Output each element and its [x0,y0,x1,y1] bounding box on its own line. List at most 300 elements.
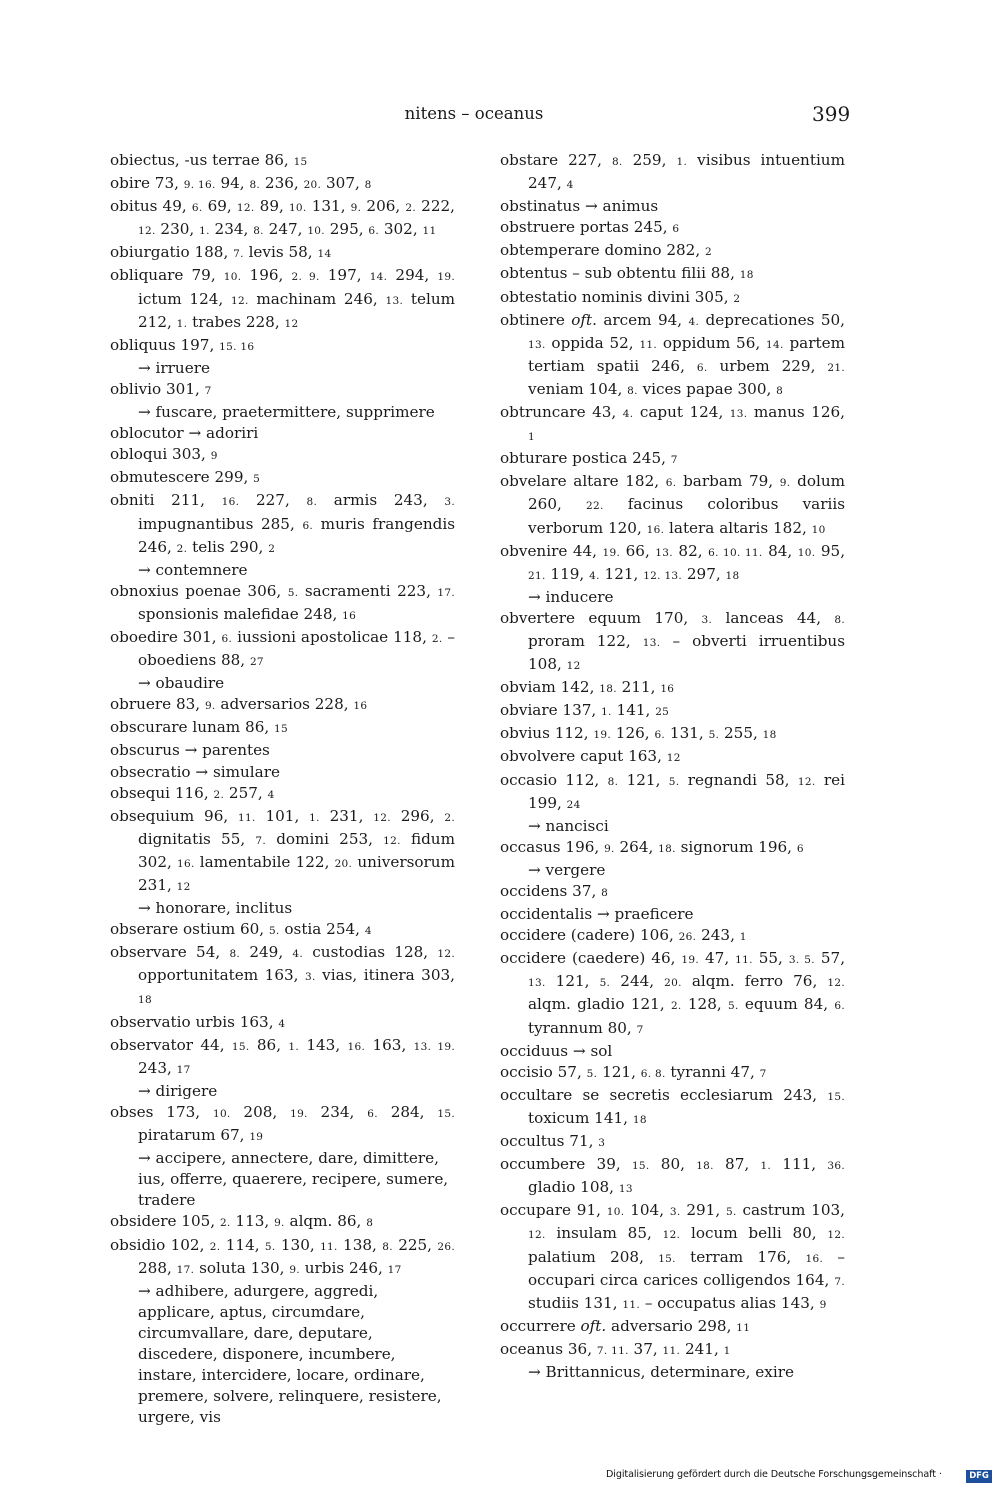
index-entry [110,379,455,402]
entry-text: partem tertiam spatii 246, [528,333,845,375]
index-entry [500,217,845,240]
entry-text: → vergere [528,860,606,879]
line-reference: 6. 10. 11. [708,546,763,559]
index-entry [500,150,845,196]
entry-text: vices papae 300, [637,379,777,398]
line-reference: 11 [422,225,437,238]
line-reference: 8. [382,1240,393,1253]
entry-text: 295, [324,220,369,239]
entry-text: 130, [275,1235,321,1254]
line-reference: 2. [176,542,188,555]
line-reference: 1. [176,317,188,330]
line-reference: 16. [347,1040,366,1053]
index-entry [110,1235,455,1281]
line-reference: 4 [267,788,275,801]
entry-text: 104, [624,1201,670,1220]
line-reference: 24 [566,798,581,811]
entry-text: 80, [649,1155,697,1174]
index-entry [110,762,455,783]
line-reference: 6. [368,225,380,238]
index-entry [500,1339,845,1362]
line-reference: 1 [739,931,747,944]
entry-text: 230, [155,220,200,239]
line-reference: 19. [593,729,611,742]
entry-text: 138, [337,1235,383,1254]
cross-reference [500,860,845,881]
line-reference: 2. [405,202,417,215]
entry-text: observator 44, [110,1035,232,1054]
entry-text: custodias 128, [303,943,438,962]
line-reference: 2. [444,811,455,824]
line-reference: 8. [607,775,619,788]
line-reference: 6 [796,842,804,855]
line-reference: 10. [606,1206,625,1219]
entry-text: studiis 131, [528,1293,623,1312]
entry-text: obtentus – sub obtentu filii 88, [500,264,740,283]
index-entry [500,240,845,263]
entry-text: 163, [365,1035,414,1054]
entry-text: 249, [240,943,293,962]
line-reference: 9 [819,1298,827,1311]
entry-text: terram 176, [675,1247,806,1266]
entry-text: veniam 104, [528,379,628,398]
line-reference: 10. [307,225,325,238]
index-entry [500,1316,845,1339]
entry-text: dolum 260, [528,472,846,514]
left-column [110,150,455,1428]
entry-text: deprecationes 50, [699,310,845,329]
index-entry [500,948,845,1040]
entry-text: 141, [611,701,656,720]
index-entry [110,242,455,265]
line-reference: 8 [601,887,609,899]
line-reference: 6. [191,202,203,215]
index-entry [110,150,455,173]
line-reference: 2. 9. [291,271,320,284]
entry-text: obvius 112, [500,724,594,743]
entry-text: 206, [361,197,406,216]
index-entry [500,770,845,816]
entry-text: arcem 94, [596,310,689,329]
entry-text: 307, [321,174,365,193]
line-reference: 7. [255,834,267,847]
line-reference: 1 [723,1344,731,1357]
index-entry [500,677,845,700]
entry-text: occidentalis → praeficere [500,905,694,924]
line-reference: 11. [639,338,658,351]
entry-text: obsequium 96, [110,806,239,825]
line-reference: 16 [660,683,675,696]
line-reference: 12. [827,977,845,990]
line-reference: 4. [688,315,700,328]
entry-text: 264, [614,837,659,856]
entry-text: 143, [299,1035,348,1054]
entry-text: – oboediens 88, [138,627,456,670]
line-reference: 2. [219,1217,231,1230]
entry-text: occisio 57, [500,1062,587,1081]
line-reference: 3. [701,613,713,626]
line-reference: 17. [176,1263,195,1276]
entry-text: obnoxius poenae 306, [110,581,288,600]
index-entry [110,490,455,559]
line-reference: 9. [350,202,362,215]
page-header [0,104,1000,128]
index-entry [110,444,455,467]
cross-reference [500,587,845,608]
entry-text: 225, [392,1235,438,1254]
line-reference: 15. [658,1252,676,1265]
line-reference: 8. [611,156,623,168]
entry-text: toxicum 141, [528,1108,633,1127]
entry-text: obruere 83, [110,695,205,714]
index-entry [500,904,845,925]
entry-text: 121, [597,1062,641,1081]
line-reference: 4. [589,569,600,582]
entry-text: 243, [138,1058,177,1077]
line-reference: 9. [289,1263,300,1276]
line-reference: 18 [632,1113,647,1126]
line-reference: 9. [274,1217,285,1230]
index-entry [500,1062,845,1085]
line-reference: 12 [176,881,191,893]
line-reference: 7. 11. [596,1344,629,1357]
entry-text: 208, [230,1102,291,1121]
index-entry [110,694,455,717]
entry-text: tyranni 47, [665,1062,760,1081]
line-reference: 19. [681,954,700,967]
entry-text: telis 290, [187,537,269,556]
entry-text: occupare 91, [500,1201,607,1220]
entry-text: → irruere [138,358,210,377]
line-reference: 5. [725,1206,737,1219]
line-reference: 13. [729,408,748,421]
entry-text: 231, [319,806,374,825]
cross-reference [500,816,845,837]
entry-text: 302, [379,220,423,239]
entry-text: proram 122, [528,631,643,650]
entry-text: urbem 229, [707,356,828,375]
line-reference: 2. [670,1000,682,1013]
entry-text: → inducere [528,587,614,606]
entry-text: 113, [230,1212,275,1231]
line-reference: 13. [528,977,546,990]
entry-text: 66, [620,541,656,560]
entry-text: 121, [545,972,600,991]
line-reference: 12. [383,834,401,847]
line-reference: 4 [566,179,574,192]
entry-text: 294, [387,266,438,285]
line-reference: 8. [834,613,845,626]
cross-reference [110,673,455,694]
index-entry [110,1035,455,1081]
index-entry [110,265,455,334]
line-reference: 5. [708,729,720,742]
index-entry [110,1211,455,1234]
line-reference: 1. [309,811,320,824]
entry-text: obniti 211, [110,491,222,510]
entry-text: – obverti irruentibus 108, [528,631,845,674]
entry-text: urbis 246, [299,1258,388,1277]
entry-text: obitus 49, [110,197,192,216]
line-reference: 2 [733,292,741,305]
line-reference: 3. [444,496,455,509]
entry-text: sacramenti 223, [298,581,438,600]
entry-text: oppidum 56, [657,333,767,352]
line-reference: 18 [138,994,152,1007]
entry-text: 257, [224,783,268,802]
entry-text: levis 58, [243,243,318,262]
entry-text: 244, [610,972,665,991]
index-entry [500,881,845,904]
entry-text: 296, [390,806,445,825]
line-reference: 13. 19. [413,1040,455,1053]
index-entry [500,723,845,746]
entry-text: oboedire 301, [110,627,222,646]
line-reference: 18. [599,683,617,696]
line-reference: 21. [528,569,546,582]
line-reference: 12 [284,317,299,330]
entry-text: 197, [319,266,370,285]
line-reference: 16. [805,1252,824,1265]
line-reference: 12 [666,752,681,765]
line-reference: 5. [268,925,280,938]
index-entry [110,783,455,806]
entry-text: oblivio 301, [110,379,205,398]
cross-reference [110,1148,455,1211]
line-reference: 14. [369,271,388,284]
line-reference: 5. [264,1240,276,1253]
index-entry [500,1085,845,1131]
entry-text: → contemnere [138,560,248,579]
line-reference: 9. 16. [183,179,216,192]
entry-text: → honorare, inclitus [138,899,293,918]
line-reference: 13 [618,1183,633,1196]
entry-text: 227, [239,491,307,510]
line-reference: 4 [364,925,372,938]
line-reference: 3 [598,1137,606,1150]
right-column [500,150,845,1383]
entry-text: occultus 71, [500,1132,599,1151]
line-reference: 7 [636,1023,644,1036]
entry-text: caput 124, [633,403,730,422]
entry-text: 121, [618,770,669,789]
line-reference: 14. [766,338,784,351]
entry-text: alqm. 86, [284,1212,367,1231]
entry-text: occurrere [500,1316,581,1335]
line-reference: 12. [236,202,255,215]
line-reference: 12. [138,225,156,238]
entry-text: oblocutor → adoriri [110,424,259,443]
entry-text: obstruere portas 245, [500,218,673,237]
index-entry [110,806,455,898]
index-entry [110,335,455,358]
line-reference: 6. 8. [640,1067,666,1080]
entry-text: obtestatio nominis divini 305, [500,287,734,306]
entry-text: 126, [610,724,655,743]
line-reference: 9. [204,700,216,713]
entry-text: obscurare lunam 86, [110,718,275,737]
line-reference: 6. [302,519,314,532]
line-reference: 15 [274,723,288,736]
line-reference: 10 [811,523,826,536]
entry-text: tyrannum 80, [528,1018,637,1037]
line-reference: 12 [566,660,581,673]
line-reference: 1. [199,225,210,238]
line-reference: 17. [437,586,455,599]
entry-text: obses 173, [110,1102,213,1121]
line-reference: 11 [736,1321,751,1334]
entry-text: iussioni apostolicae 118, [232,627,432,646]
entry-text: → accipere, annectere, dare, dimittere, ius, offerre, quaerere, recipere, sumere, tradere [138,1149,449,1210]
entry-text: universorum 231, [138,852,455,894]
entry-text: insulam 85, [545,1224,663,1243]
index-entry [500,541,845,587]
line-reference: 16 [342,609,357,622]
entry-text: 131, [665,724,709,743]
line-reference: 19 [249,1131,264,1144]
entry-text: occidere (caedere) 46, [500,949,682,968]
entry-text: manus 126, [747,403,845,422]
entry-text: 128, [681,995,728,1014]
line-reference: 8 [366,1217,374,1230]
entry-text: 86, [249,1035,289,1054]
line-reference: 20. [664,977,682,990]
line-reference: 16 [353,700,368,713]
line-reference: 18. [696,1160,714,1173]
line-reference: 8. [627,384,638,397]
line-reference: 9. [779,477,791,490]
line-reference: 4. [292,948,304,961]
line-reference: 3. 5. [788,954,815,967]
line-reference: 11. [238,811,256,824]
line-reference: 17 [176,1063,191,1076]
entry-text: lamentabile 122, [194,852,335,871]
entry-text: obserare ostium 60, [110,920,269,939]
entry-text: obiurgatio 188, [110,243,234,262]
entry-text: 241, [680,1339,724,1358]
line-reference: 36. [827,1160,845,1173]
entry-text: equum 84, [738,995,835,1014]
entry-text: vias, itinera 303, [315,966,455,985]
line-reference: 3. [669,1206,681,1219]
entry-text: domini 253, [266,829,384,848]
entry-text: locum belli 80, [680,1224,828,1243]
entry-text: fidum 302, [138,829,455,871]
entry-text: oppida 52, [545,333,640,352]
line-reference: 4. [622,408,634,421]
entry-text: occiduus → sol [500,1041,613,1060]
entry-text: → Brittannicus, determinare, exire [528,1362,794,1381]
line-reference: 8. [249,179,261,192]
line-reference: 7 [759,1067,767,1080]
entry-text: obstinatus → animus [500,197,659,216]
line-reference: 15. [231,1040,250,1053]
cross-reference [110,358,455,379]
entry-text: obviam 142, [500,678,600,697]
line-reference: 5. [586,1067,598,1080]
line-reference: 20. [303,179,322,192]
index-entry [500,1131,845,1154]
line-reference: 13. [528,338,546,351]
entry-text: ictum 124, [138,289,231,308]
entry-text: 111, [771,1155,828,1174]
line-reference: 1 [528,431,535,444]
entry-text: obliquus 197, [110,335,220,354]
line-reference: 15. [631,1160,650,1173]
line-reference: 11. [622,1298,640,1311]
line-reference: 12. [827,1229,845,1242]
index-entry [110,423,455,444]
entry-text: 196, [241,266,292,285]
entry-text: occasus 196, [500,837,605,856]
entry-text: – occupari circa carices colligendos 164, [528,1247,845,1289]
line-reference: 12. [230,294,249,307]
line-reference: 12. [797,775,816,788]
entry-text: 211, [616,678,661,697]
entry-text: → obaudire [138,674,225,693]
entry-text: obvenire 44, [500,541,603,560]
line-reference: 12. [662,1229,681,1242]
line-reference: 25 [655,706,670,719]
entry-text: regnandi 58, [679,770,798,789]
line-reference: 6. [654,729,666,742]
entry-text: occumbere 39, [500,1155,632,1174]
line-reference: 7. [233,248,244,261]
entry-text: obmutescere 299, [110,468,254,487]
entry-text: gladio 108, [528,1178,619,1197]
line-reference: 19. [602,546,621,559]
entry-text: obstare 227, [500,151,612,169]
line-reference: 10. [288,202,307,215]
index-entry [500,1154,845,1200]
line-reference: 1. [288,1040,299,1053]
line-reference: 6 [672,223,680,236]
entry-text: soluta 130, [194,1258,290,1277]
line-reference: 13. [655,546,673,559]
entry-text: lanceas 44, [712,608,835,627]
entry-text: obvertere equum 170, [500,608,702,627]
entry-text: 55, [752,949,789,968]
entry-text: 247, [263,220,308,239]
entry-text: trabes 228, [187,312,285,331]
cross-reference [110,402,455,423]
entry-text: obvelare altare 182, [500,472,666,491]
index-entry [500,263,845,286]
entry-text: armis 243, [317,491,445,510]
index-entry [110,717,455,740]
line-reference: 26. [437,1240,455,1253]
entry-text: obtinere [500,310,572,329]
entry-text: obliquare 79, [110,266,224,285]
line-reference: 17 [387,1263,402,1276]
line-reference: 7 [204,384,212,397]
line-reference: 19. [290,1107,308,1120]
line-reference: 2. [209,1240,221,1253]
line-reference: 20. [334,857,353,870]
digitization-note: Digitalisierung gefördert durch die Deutsche Forschungsgemeinschaft · [606,1469,942,1480]
abbreviation: oft. [571,310,597,329]
entry-text: occultare se secretis ecclesiarum 243, [500,1085,828,1104]
page-footer [606,1469,1000,1487]
entry-text: obsidere 105, [110,1212,220,1231]
line-reference: 14 [317,248,332,261]
line-reference: 6. [221,632,233,645]
entry-text: 284, [377,1102,438,1121]
line-reference: 15. 16 [219,340,255,353]
entry-text: 84, [762,541,798,560]
index-entry [110,467,455,490]
line-reference: 8 [776,384,784,397]
